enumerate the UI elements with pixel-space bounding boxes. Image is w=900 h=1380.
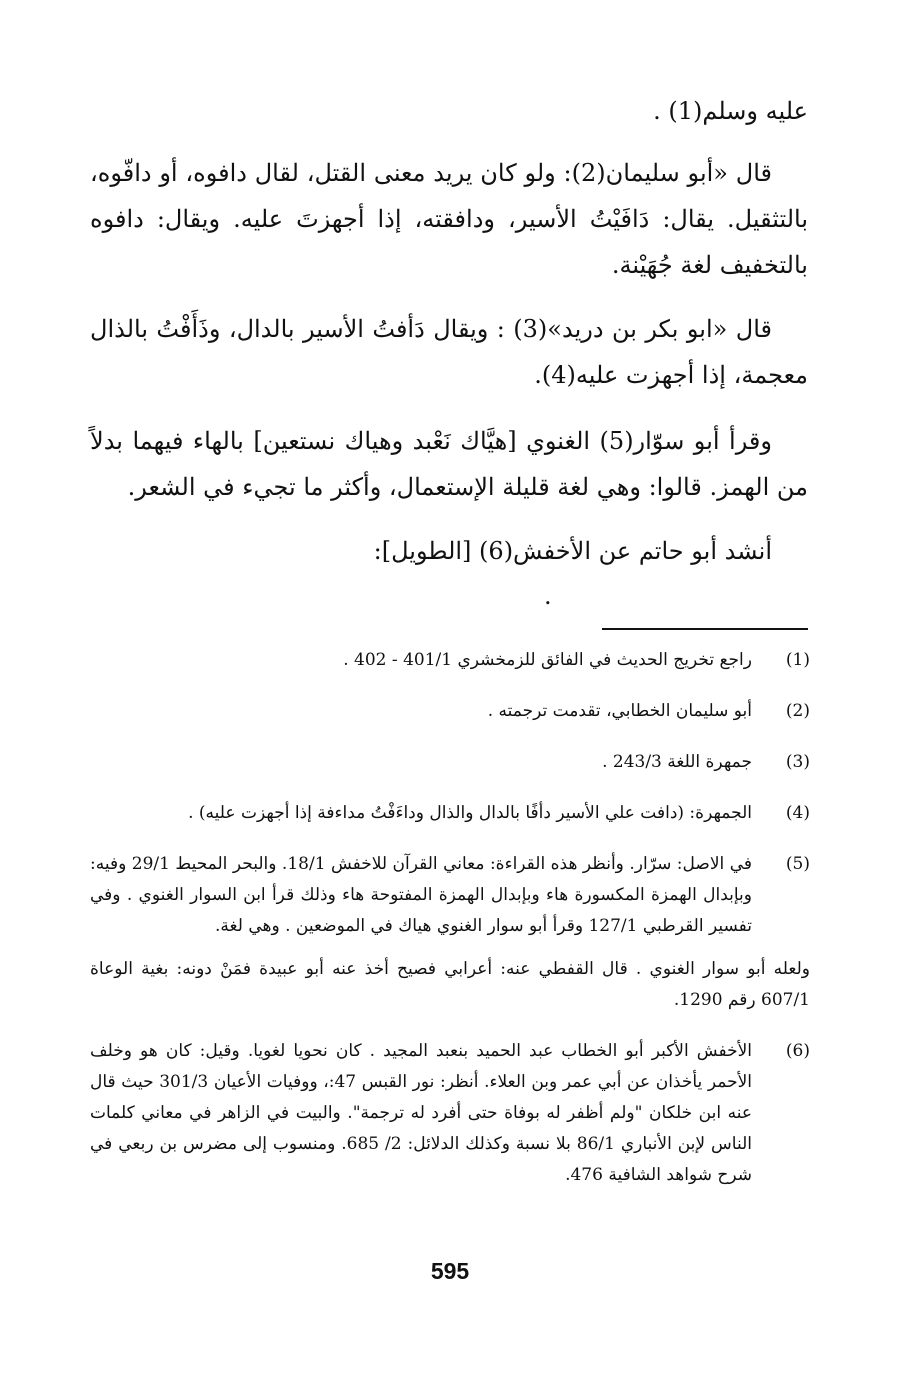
body-paragraph-3: قال «ابو بكر بن دريد»(3) : ويقال دَأفتُ الأسير بالدال، وذَأَفْتُ بالذال معجمة، إذا أجهزت عليه(4). xyxy=(90,315,808,389)
body-paragraph-4: وقرأ أبو سوّار(5) الغنوي [هيَّاك نَعْبد وهياك نستعين] بالهاء فيهما بدلاً من الهمز. قالوا: وهي لغة قليلة الإستعمال، وأكثر ما تجيء في الشعر. xyxy=(90,427,808,501)
footnote-number: (2) xyxy=(785,701,810,721)
footnote-1 xyxy=(90,645,810,676)
footnote-text: في الاصل: سرّار. وأنظر هذه القراءة: معاني القرآن للاخفش 18/1. والبحر المحيط 29/1 وفيه: وبإبدال الهمزة المكسورة هاء وبإبدال الهمزة المفتوحة هاء وذلك قرأ ابن السوار الغنوي . وفي تفسير القرطبي 127/1 وقرأ أبو سوار الغنوي هياك في الموضعين . وهي لغة. xyxy=(90,854,752,936)
body-paragraph-2: قال «أبو سليمان(2): ولو كان يريد معنى القتل، لقال دافوه، أو دافّوه، بالتثقيل. يقال: دَافَيْتُ الأسير، ودافقته، إذا أجهزتَ عليه. ويقال: دافوه بالتخفيف لغة جُهَيْنة. xyxy=(90,159,808,279)
footnote-number: (1) xyxy=(785,650,810,670)
footnote-separator xyxy=(602,628,808,630)
footnotes-section xyxy=(90,645,810,1211)
footnote-number: (5) xyxy=(785,854,810,874)
footnote-5-continuation: ولعله أبو سوار الغنوي . قال القفطي عنه: أعرابي فصيح أخذ عنه أبو عبيدة فمَنْ دونه: بغية الوعاة 607/1 رقم 1290. xyxy=(90,959,810,1010)
footnote-2 xyxy=(90,696,810,727)
footnote-4 xyxy=(90,798,810,829)
footnote-3 xyxy=(90,747,810,778)
footnote-text: راجع تخريج الحديث في الفائق للزمخشري 401/1 - 402 . xyxy=(343,650,752,670)
footnote-5 xyxy=(90,849,810,942)
page-number: 595 xyxy=(430,1258,470,1284)
stray-dot: . xyxy=(544,582,552,610)
footnote-number: (4) xyxy=(785,803,810,823)
footnote-text: الجمهرة: (دافت علي الأسير دأفًا بالدال والذال وداءَفْتُ مداءفة إذا أجهزت عليه) . xyxy=(188,803,752,823)
footnote-text: الأخفش الأكبر أبو الخطاب عبد الحميد بنعبد المجيد . كان نحويا لغويا. وقيل: كان هو وخلف الأحمر يأخذان عن أبي عمر وبن العلاء. أنظر: نور القبس 47:، ووفيات الأعيان 301/3 حيث قال عنه ابن خلكان "ولم أظفر له بوفاة حتى أفرد له ترجمة". والبيت في الزاهر في معاني كلمات الناس لإبن الأنباري 86/1 بلا نسبة وكذلك الدلائل: 2/ 685. ومنسوب إلى مضرس بن ربعي في شرح شواهد الشافية 476. xyxy=(90,1041,753,1185)
body-paragraph-1: عليه وسلم(1) . xyxy=(653,97,808,125)
footnote-text: أبو سليمان الخطابي، تقدمت ترجمته . xyxy=(487,701,752,721)
footnote-text: جمهرة اللغة 243/3 . xyxy=(602,752,752,772)
footnote-number: (6) xyxy=(785,1041,810,1061)
footnote-6 xyxy=(90,1036,810,1191)
body-paragraph-5: أنشد أبو حاتم عن الأخفش(6) [الطويل]: xyxy=(373,537,772,565)
footnote-number: (3) xyxy=(785,752,810,772)
